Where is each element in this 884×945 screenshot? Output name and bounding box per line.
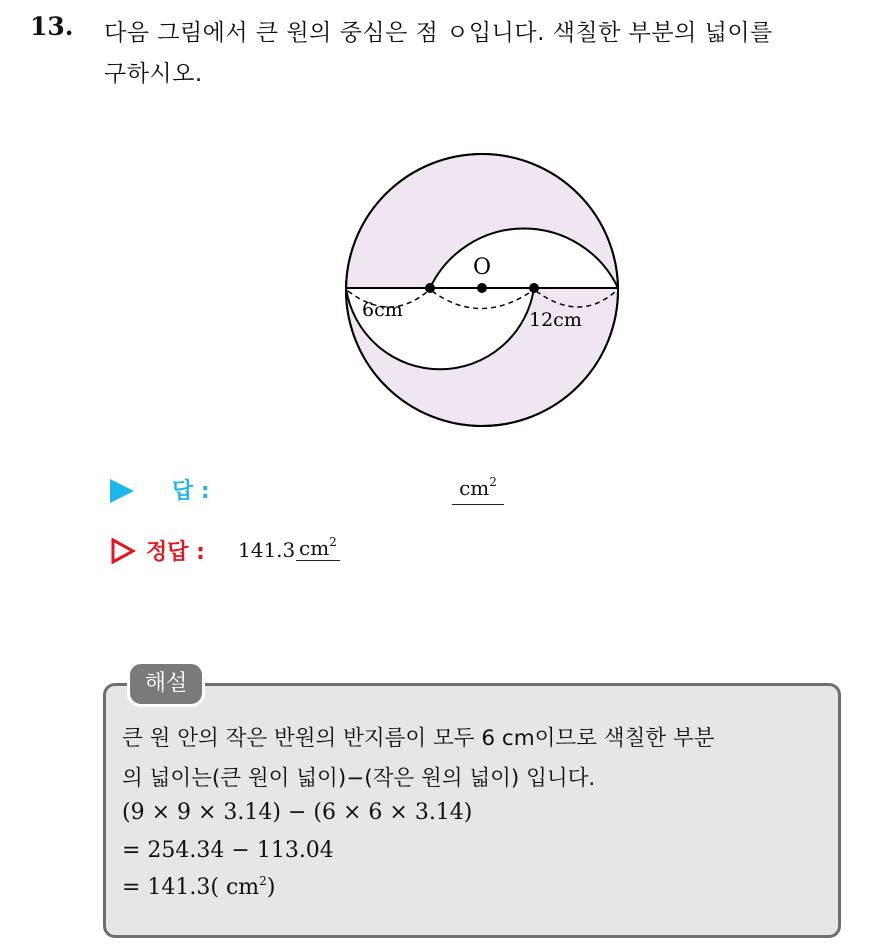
answer-input[interactable] [452,476,504,505]
answer-row [110,474,610,508]
label-6cm: 6cm [362,299,403,321]
correct-unit-exp: 2 [329,535,337,549]
solution-line4: = 254.34 − 113.04 [122,838,334,863]
point-left [425,283,435,293]
answer-unit: cm [459,476,490,500]
solution-line5 [122,875,275,900]
solution-tag: 해설 [127,661,205,707]
solution-line5-prefix: = 141.3( cm [122,875,260,900]
solution-line5-suffix: ) [266,875,276,900]
correct-unit [296,536,340,561]
correct-value: 141.3 [238,538,296,562]
point-right [529,283,539,293]
correct-arrow-icon [110,538,136,564]
circle-figure [340,148,625,433]
point-center [477,283,487,293]
question-text-line1: 다음 그림에서 큰 원의 중심은 점 ㅇ입니다. 색칠한 부분의 넓이를 [104,20,773,46]
correct-answer-row [110,534,610,568]
answer-unit-exp: 2 [489,475,497,489]
center-label: O [473,255,492,280]
correct-label: 정답 : [146,540,205,565]
question-number: 13. [30,12,74,41]
solution-line3: (9 × 9 × 3.14) − (6 × 6 × 3.14) [122,800,473,825]
answer-label: 답 : [172,479,210,504]
solution-line5-exp: 2 [259,874,267,888]
solution-line2: 의 넓이는(큰 원이 넓이)−(작은 원의 넓이) 입니다. [122,766,596,791]
question-text-line2: 구하시오. [104,61,203,87]
answer-arrow-icon [110,479,134,503]
solution-line1: 큰 원 안의 작은 반원의 반지름이 모두 6 cm이므로 색칠한 부분 [122,726,715,751]
label-12cm: 12cm [529,309,582,331]
correct-unit-text: cm [299,536,330,560]
